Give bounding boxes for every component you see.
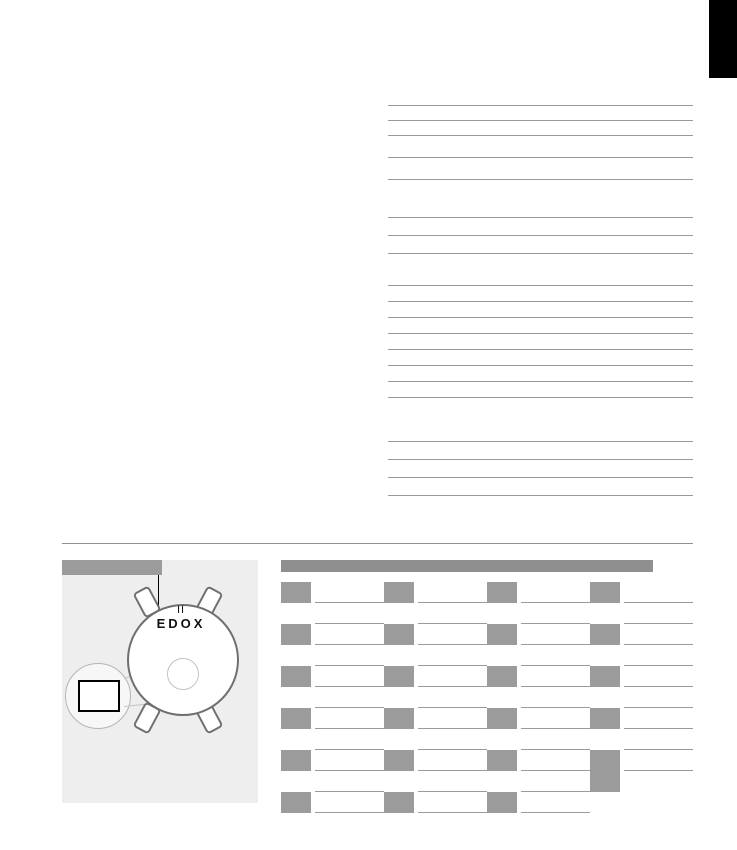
table-key-cell — [281, 624, 311, 645]
rule-line — [388, 442, 693, 460]
table-row — [384, 582, 487, 603]
table-row — [384, 708, 487, 729]
table-key-cell — [487, 729, 517, 750]
table-row — [281, 687, 384, 708]
table-value-cell — [418, 708, 487, 729]
rule-line — [388, 382, 693, 398]
table-key-cell — [384, 582, 414, 603]
table-row — [384, 687, 487, 708]
table-key-cell — [384, 729, 414, 750]
table-value-cell — [521, 792, 590, 813]
table-row — [590, 792, 693, 813]
table-row — [384, 771, 487, 792]
table-key-cell — [384, 771, 414, 792]
watch-brand-mark: II — [176, 604, 186, 616]
table-row — [590, 582, 693, 603]
table-value-cell — [624, 603, 693, 624]
rule-gap — [388, 398, 693, 424]
table-value-cell — [418, 603, 487, 624]
table-key-cell — [281, 792, 311, 813]
rule-line — [388, 236, 693, 254]
table-value-cell — [624, 792, 693, 813]
table-key-cell — [590, 708, 620, 729]
table-row — [590, 624, 693, 645]
table-row — [590, 645, 693, 666]
rule-line — [388, 366, 693, 382]
table-row — [487, 771, 590, 792]
ruled-text-block — [388, 88, 693, 496]
table-value-cell — [521, 666, 590, 687]
table-row — [590, 771, 693, 792]
table-value-cell — [418, 666, 487, 687]
table-value-cell — [315, 624, 384, 645]
table-row — [487, 666, 590, 687]
table-value-cell — [418, 750, 487, 771]
rule-line — [388, 424, 693, 442]
corner-tab — [709, 0, 737, 78]
table-value-cell — [624, 645, 693, 666]
table-key-cell — [384, 750, 414, 771]
table-value-cell — [521, 729, 590, 750]
watch-figure-panel — [62, 560, 258, 803]
rule-line — [388, 460, 693, 478]
table-value-cell — [418, 771, 487, 792]
table-key-cell — [487, 792, 517, 813]
table-row — [590, 666, 693, 687]
table-row — [487, 687, 590, 708]
table-key-cell — [281, 771, 311, 792]
rule-line — [388, 478, 693, 496]
table-row — [487, 792, 590, 813]
table-row — [384, 666, 487, 687]
table-row — [384, 792, 487, 813]
watch-brand-name: EDOX — [156, 616, 206, 631]
table-row — [487, 624, 590, 645]
table-key-cell — [487, 666, 517, 687]
rule-line — [388, 158, 693, 180]
table-key-cell — [590, 792, 620, 813]
table-value-cell — [624, 750, 693, 771]
table-row — [384, 645, 487, 666]
table-value-cell — [624, 582, 693, 603]
rule-line — [388, 350, 693, 366]
table-key-cell — [487, 603, 517, 624]
table-key-cell — [281, 666, 311, 687]
table-key-cell — [384, 645, 414, 666]
rule-line — [388, 302, 693, 318]
table-value-cell — [624, 666, 693, 687]
table-key-cell — [281, 729, 311, 750]
table-key-cell — [487, 750, 517, 771]
table-row — [281, 708, 384, 729]
table-column — [590, 582, 693, 813]
table-key-cell — [281, 687, 311, 708]
table-row — [590, 729, 693, 750]
table-value-cell — [624, 771, 693, 792]
table-key-cell — [384, 792, 414, 813]
table-row — [384, 729, 487, 750]
table-row — [487, 729, 590, 750]
rule-gap — [388, 254, 693, 270]
table-key-cell — [590, 771, 620, 792]
table-key-cell — [487, 624, 517, 645]
table-value-cell — [315, 687, 384, 708]
table-key-cell — [487, 687, 517, 708]
table-value-cell — [624, 687, 693, 708]
table-row — [590, 750, 693, 771]
table-value-cell — [315, 771, 384, 792]
table-key-cell — [590, 687, 620, 708]
table-value-cell — [315, 603, 384, 624]
table-key-cell — [590, 666, 620, 687]
table-value-cell — [315, 582, 384, 603]
table-row — [281, 750, 384, 771]
table-value-cell — [521, 750, 590, 771]
table-key-cell — [590, 729, 620, 750]
table-key-cell — [384, 687, 414, 708]
table-value-cell — [418, 687, 487, 708]
rule-line — [388, 121, 693, 136]
table-key-cell — [384, 708, 414, 729]
table-row — [384, 624, 487, 645]
reference-table-panel — [281, 560, 693, 803]
table-value-cell — [418, 645, 487, 666]
figure-caption-bar — [62, 560, 162, 575]
table-value-cell — [315, 666, 384, 687]
rule-line — [388, 136, 693, 158]
table-key-cell — [590, 603, 620, 624]
watch-illustration — [114, 582, 244, 742]
table-row — [590, 603, 693, 624]
table-row — [487, 645, 590, 666]
table-row — [590, 687, 693, 708]
table-value-cell — [315, 708, 384, 729]
rule-line — [388, 270, 693, 286]
table-value-cell — [521, 624, 590, 645]
table-row — [487, 708, 590, 729]
table-row — [487, 603, 590, 624]
rule-line — [388, 318, 693, 334]
table-key-cell — [281, 750, 311, 771]
table-key-cell — [487, 582, 517, 603]
table-header-bar — [281, 560, 653, 572]
table-columns — [281, 582, 693, 813]
table-row — [281, 666, 384, 687]
table-value-cell — [315, 645, 384, 666]
table-value-cell — [521, 687, 590, 708]
table-value-cell — [418, 729, 487, 750]
table-value-cell — [521, 708, 590, 729]
table-value-cell — [624, 708, 693, 729]
table-column — [487, 582, 590, 813]
rule-line — [388, 218, 693, 236]
table-row — [384, 750, 487, 771]
section-divider — [62, 543, 693, 544]
table-column — [384, 582, 487, 813]
rule-line — [388, 88, 693, 106]
rule-gap — [388, 180, 693, 200]
table-key-cell — [281, 708, 311, 729]
table-key-cell — [590, 624, 620, 645]
table-row — [487, 582, 590, 603]
table-row — [281, 582, 384, 603]
table-value-cell — [521, 645, 590, 666]
table-row — [281, 729, 384, 750]
table-value-cell — [418, 582, 487, 603]
table-row — [281, 624, 384, 645]
table-value-cell — [315, 792, 384, 813]
table-row — [281, 771, 384, 792]
table-row — [281, 645, 384, 666]
rule-line — [388, 200, 693, 218]
table-key-cell — [281, 645, 311, 666]
table-key-cell — [590, 582, 620, 603]
table-key-cell — [384, 603, 414, 624]
watch-subdial — [167, 658, 199, 690]
table-value-cell — [624, 729, 693, 750]
table-key-cell — [487, 708, 517, 729]
table-key-cell — [487, 771, 517, 792]
rule-line — [388, 106, 693, 121]
table-key-cell — [487, 645, 517, 666]
table-key-cell — [590, 645, 620, 666]
table-row — [590, 708, 693, 729]
rule-line — [388, 334, 693, 350]
table-key-cell — [590, 750, 620, 771]
table-value-cell — [315, 729, 384, 750]
table-value-cell — [521, 603, 590, 624]
table-row — [281, 792, 384, 813]
rule-line — [388, 286, 693, 302]
table-key-cell — [384, 666, 414, 687]
table-value-cell — [418, 792, 487, 813]
table-value-cell — [418, 624, 487, 645]
table-row — [487, 750, 590, 771]
table-column — [281, 582, 384, 813]
table-value-cell — [521, 771, 590, 792]
table-value-cell — [624, 624, 693, 645]
table-key-cell — [384, 624, 414, 645]
table-value-cell — [315, 750, 384, 771]
table-value-cell — [521, 582, 590, 603]
table-key-cell — [281, 603, 311, 624]
table-row — [281, 603, 384, 624]
table-key-cell — [281, 582, 311, 603]
table-row — [384, 603, 487, 624]
